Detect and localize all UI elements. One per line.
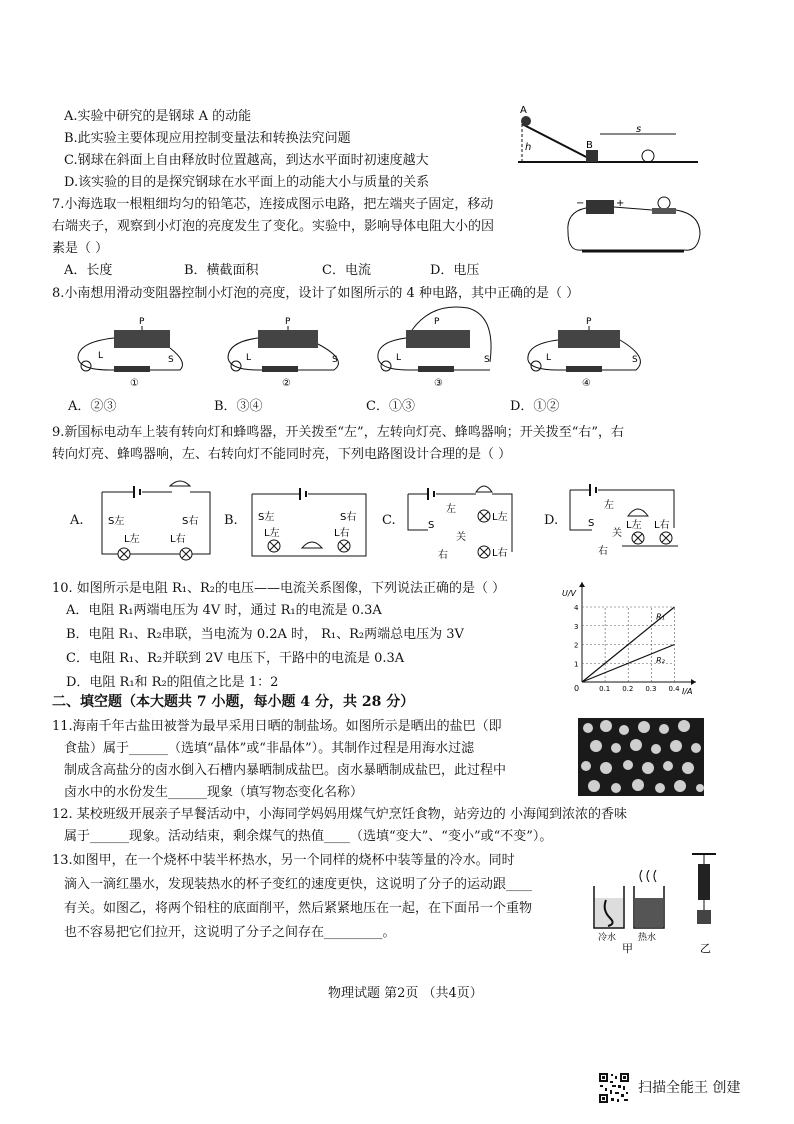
hot-water-label: 热水	[638, 933, 657, 943]
y-tick-label: 2	[574, 641, 579, 650]
q10-option-a: A．电阻 R₁两端电压为 4V 时，通过 R₁的电流是 0.3A	[66, 603, 382, 618]
series-label-2: R₂	[656, 655, 665, 665]
q10-option-b: B．电阻 R₁、R₂串联，当电流为 0.2A 时， R₁、R₂两端总电压为 3V	[66, 627, 464, 642]
q8-label-3: ③	[434, 378, 443, 388]
svg-text:S: S	[588, 518, 595, 529]
svg-text:L: L	[396, 353, 402, 363]
q8-circuit-1	[70, 310, 190, 388]
page-footer: 物理试题 第2页 （共4页）	[328, 986, 483, 1001]
q8-circuit-3	[372, 302, 502, 388]
q8-option-c: C．①③	[366, 399, 415, 414]
y-tick-label: 3	[574, 622, 579, 631]
q9-option-c: C.	[382, 513, 396, 528]
q9-option-b: B.	[224, 513, 238, 528]
q10-stem: 10. 如图所示是电阻 R₁、R₂的电压——电流关系图像，下列说法正确的是（ ）	[52, 581, 506, 596]
x-axis-arrow	[691, 679, 696, 685]
x-axis-label: I/A	[682, 687, 693, 696]
svg-text:P: P	[285, 317, 291, 327]
q9-option-d: D.	[544, 513, 559, 528]
ramp-label-h: h	[525, 142, 532, 153]
q9-circuit-d	[562, 476, 692, 566]
q10-option-c: C．电阻 R₁、R₂并联到 2V 电压下，干路中的电流是 0.3A	[66, 651, 405, 666]
svg-text:右: 右	[598, 546, 608, 557]
svg-text:L: L	[246, 353, 252, 363]
y-tick-label: 1	[574, 660, 579, 669]
q7-option-a: A．长度	[64, 263, 113, 278]
svg-text:−: −	[576, 198, 585, 209]
svg-text:关: 关	[612, 528, 622, 539]
x-tick-label: 0.3	[645, 685, 657, 693]
q11-line-2: 食盐）属于______（选填“晶体”或“非晶体”）。其制作过程是用海水过滤	[64, 741, 475, 756]
svg-text:P: P	[139, 317, 145, 327]
origin-label: 0	[574, 684, 580, 693]
q7-option-d: D．电压	[430, 263, 480, 278]
q10-option-d: D．电阻 R₁和 R₂的阻值之比是 1：2	[66, 675, 279, 690]
svg-text:L左: L左	[626, 520, 642, 531]
q9-circuit-c	[400, 476, 530, 568]
q13-line-2: 滴入一滴红墨水，发现装热水的杯子变红的速度更快，这说明了分子的运动跟____	[64, 877, 533, 892]
q7-option-b: B．横截面积	[184, 263, 259, 278]
q6-option-a: A.实验中研究的是钢球 A 的动能	[64, 109, 252, 124]
svg-text:S右: S右	[182, 516, 199, 527]
q8-option-d: D．①②	[510, 399, 560, 414]
series-label-1: R₁	[656, 612, 665, 622]
svg-text:左: 左	[446, 504, 456, 515]
x-tick-label: 0.4	[668, 685, 680, 693]
svg-text:S左: S左	[258, 512, 275, 523]
q9-circuit-b	[244, 480, 374, 568]
q8-label-2: ②	[282, 378, 291, 388]
svg-text:L右: L右	[334, 528, 350, 539]
svg-text:S: S	[428, 520, 435, 531]
q7-line-1: 7.小海选取一根粗细均匀的铅笔芯，连接成图示电路，把左端夹子固定，移动	[52, 197, 494, 212]
q8-stem: 8.小南想用滑动变阻器控制小灯泡的亮度，设计了如图所示的 4 种电路，其中正确的是（ ）	[52, 286, 580, 301]
cold-water-label: 冷水	[598, 933, 617, 943]
q7-line-3: 素是（ ）	[52, 241, 109, 256]
q8-label-4: ④	[582, 378, 591, 388]
ramp-label-s: s	[636, 124, 642, 135]
q13-line-3: 有关。如图乙，将两个铅柱的底面削平，然后紧紧地压在一起，在下面吊一个重物	[64, 901, 533, 916]
svg-text:S左: S左	[108, 516, 125, 527]
fig-jia-label: 甲	[622, 942, 633, 955]
svg-text:L: L	[98, 351, 104, 361]
q13-line-4: 也不容易把它们拉开，这说明了分子之间存在_________。	[64, 925, 396, 940]
svg-text:关: 关	[456, 532, 466, 543]
svg-text:P: P	[586, 317, 592, 327]
q8-label-1: ①	[130, 378, 139, 388]
svg-text:L右: L右	[492, 548, 508, 559]
svg-text:S: S	[632, 355, 638, 365]
section-title-fill-in: 二、填空题（本大题共 7 小题，每小题 4 分，共 28 分）	[52, 694, 415, 710]
ramp-label-b: B	[586, 140, 593, 151]
q6-option-d: D.该实验的目的是探究钢球在水平面上的动能大小与质量的关系	[64, 175, 430, 190]
q6-option-c: C.钢球在斜面上自由释放时位置越高，到达水平面时初速度越大	[64, 153, 429, 168]
q12-line-1: 12. 某校班级开展亲子早餐活动中，小海同学妈妈用煤气炉烹饪食物，站旁边的 小海闻到浓浓的香味	[52, 807, 627, 822]
pencil-lead-circuit	[560, 188, 710, 264]
watermark-text: 扫描全能王 创建	[638, 1080, 741, 1096]
svg-text:S: S	[332, 355, 338, 365]
q6-option-b: B.此实验主要体现应用控制变量法和转换法究问题	[64, 131, 351, 146]
q8-option-b: B．③④	[214, 399, 263, 414]
q11-line-4: 卤水中的水份发生______现象（填写物态变化名称）	[64, 785, 364, 800]
q13-line-1: 13.如图甲，在一个烧杯中装半杯热水，另一个同样的烧杯中装等量的冷水。同时	[52, 853, 515, 868]
q9-circuit-a	[94, 474, 218, 568]
q12-line-2: 属于______现象。活动结束，剩余煤气的热值____（选填“变大”、“变小”或“不变”）。	[64, 829, 553, 844]
ramp-label-a: A	[520, 105, 527, 116]
svg-text:左: 左	[604, 500, 614, 511]
svg-text:S右: S右	[340, 512, 357, 523]
x-tick-label: 0.1	[599, 685, 611, 693]
q7-option-c: C．电流	[322, 263, 371, 278]
y-tick-label: 4	[574, 604, 579, 612]
y-axis-label: U/V	[562, 589, 577, 598]
qr-code-icon	[598, 1072, 630, 1104]
beakers-and-lead-cylinders	[586, 852, 722, 956]
salt-photo	[578, 718, 704, 796]
q8-circuit-2	[222, 310, 352, 388]
svg-text:L右: L右	[654, 520, 670, 531]
svg-text:L左: L左	[264, 528, 280, 539]
q8-option-a: A．②③	[68, 399, 117, 414]
x-tick-label: 0.2	[622, 685, 634, 693]
svg-text:S: S	[168, 355, 174, 365]
ramp-figure	[508, 104, 708, 174]
svg-text:P: P	[434, 317, 440, 327]
q11-line-3: 制成含高盐分的卤水倒入石槽内暴晒制成盐巴。卤水暴晒制成盐巴，此过程中	[64, 763, 507, 778]
svg-text:L右: L右	[170, 534, 186, 545]
q9-option-a: A.	[70, 513, 84, 528]
fig-yi-label: 乙	[700, 942, 711, 955]
svg-text:L: L	[546, 353, 552, 363]
u-i-chart	[560, 582, 704, 698]
y-axis-arrow	[579, 582, 585, 587]
svg-text:右: 右	[438, 550, 448, 561]
q7-line-2: 右端夹子，观察到小灯泡的亮度发生了变化。实验中，影响导体电阻大小的因	[52, 219, 495, 234]
q11-line-1: 11.海南千年古盐田被誉为最早采用日晒的制盐场。如图所示是晒出的盐巴（即	[52, 719, 502, 734]
q9-line-1: 9.新国标电动车上装有转向灯和蜂鸣器，开关拨至“左”，左转向灯亮、蜂鸣器响；开关拨至“右”，右	[52, 425, 624, 440]
svg-text:L左: L左	[124, 534, 140, 545]
svg-text:L左: L左	[492, 512, 508, 523]
svg-text:+: +	[616, 198, 625, 209]
q9-line-2: 转向灯亮、蜂鸣器响，左、右转向灯不能同时亮，下列电路图设计合理的是（ ）	[52, 447, 512, 462]
q8-circuit-4	[522, 310, 652, 388]
svg-text:S: S	[484, 355, 490, 365]
